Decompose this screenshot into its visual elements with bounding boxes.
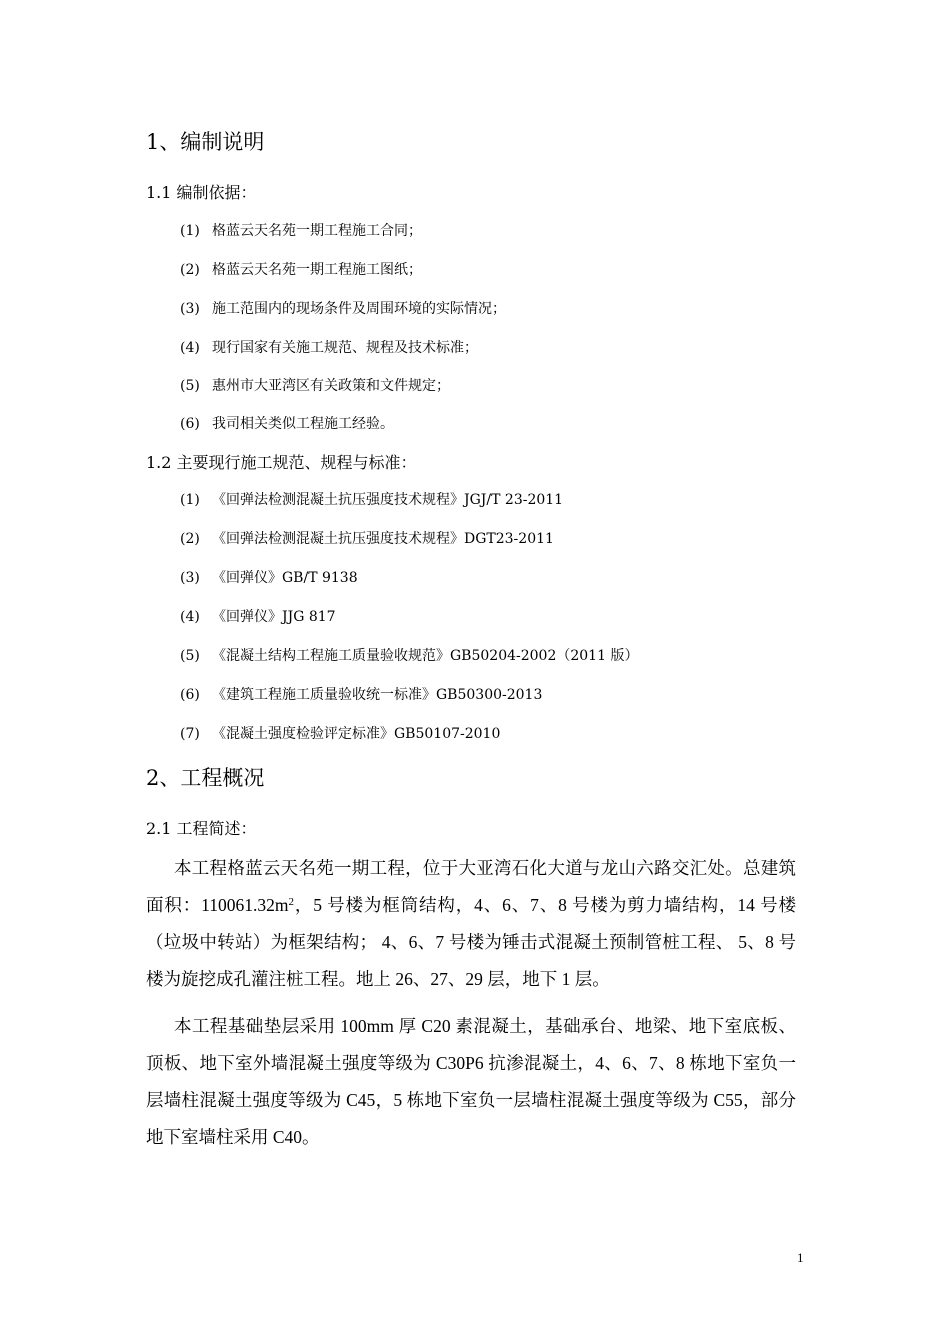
item-number: (6)	[180, 687, 200, 703]
item-number: (1)	[180, 492, 200, 508]
item-text: 《回弹法检测混凝土抗压强度技术规程》JGJ/T 23-2011	[212, 492, 564, 508]
item-number: (5)	[180, 648, 200, 664]
section-1-heading: 1、编制说明	[146, 130, 265, 154]
item-text: 《回弹法检测混凝土抗压强度技术规程》DGT23-2011	[212, 531, 554, 547]
section-1-2-heading: 1.2 主要现行施工规范、规程与标准：	[146, 453, 417, 472]
standard-item	[180, 645, 638, 665]
page-number: 1	[797, 1250, 804, 1265]
item-text: 格蓝云天名苑一期工程施工图纸；	[212, 262, 422, 278]
basis-item	[180, 298, 506, 318]
basis-item	[180, 220, 422, 240]
item-number: (6)	[180, 416, 200, 432]
item-text: 惠州市大亚湾区有关政策和文件规定；	[212, 378, 450, 394]
item-number: (7)	[180, 726, 200, 742]
item-text: 《回弹仪》JJG 817	[212, 609, 336, 625]
paragraph-text: ，5 号楼为框筒结构，4、6、7、8 号楼为剪力墙结构，14 号楼（垃圾中转站）为框架结构； 4、6、7 号楼为锤击式混凝土预制管桩工程、 5、8 号楼为旋挖成孔灌注桩工程。地上 26、27、29 层，地下 1 层。	[146, 895, 797, 989]
overview-paragraph-1	[146, 850, 796, 998]
item-number: (3)	[180, 570, 200, 586]
item-text: 现行国家有关施工规范、规程及技术标准；	[212, 340, 478, 356]
item-text: 《混凝土结构工程施工质量验收规范》GB50204-2002（2011 版）	[212, 648, 639, 664]
section-2-1-heading: 2.1 工程简述：	[146, 819, 257, 838]
paragraph-text: 本工程格蓝云天名苑一期工程，位于大亚湾石化大道与龙山六路交汇处。总建筑面积：110061.32m	[146, 858, 796, 915]
superscript: 2	[288, 896, 294, 908]
item-text: 《建筑工程施工质量验收统一标准》GB50300-2013	[212, 687, 543, 703]
basis-item	[180, 259, 422, 279]
basis-item	[180, 375, 450, 395]
item-number: (2)	[180, 531, 200, 547]
basis-item	[180, 413, 394, 433]
item-number: (2)	[180, 262, 200, 278]
item-text: 施工范围内的现场条件及周围环境的实际情况；	[212, 301, 506, 317]
standard-item	[180, 684, 542, 704]
item-text: 格蓝云天名苑一期工程施工合同；	[212, 223, 422, 239]
standard-item	[180, 567, 358, 587]
section-2-heading: 2、工程概况	[146, 766, 265, 790]
item-text: 《回弹仪》GB/T 9138	[212, 570, 358, 586]
item-number: (1)	[180, 223, 200, 239]
section-1-1-heading: 1.1 编制依据：	[146, 183, 257, 202]
item-number: (4)	[180, 609, 200, 625]
item-text: 我司相关类似工程施工经验。	[212, 416, 394, 432]
standard-item	[180, 606, 336, 626]
item-number: (3)	[180, 301, 200, 317]
overview-paragraph-2: 本工程基础垫层采用 100mm 厚 C20 素混凝土，基础承台、地梁、地下室底板、顶板、地下室外墙混凝土强度等级为 C30P6 抗渗混凝土，4、6、7、8 栋地下室负一层墙柱混凝土强度等级为 C45，5 栋地下室负一层墙柱混凝土强度等级为 C55，部分地下室墙柱采用 C40。	[146, 1016, 796, 1147]
standard-item	[180, 528, 554, 548]
item-text: 《混凝土强度检验评定标准》GB50107-2010	[212, 726, 501, 742]
standard-item	[180, 723, 500, 743]
basis-item	[180, 337, 478, 357]
item-number: (5)	[180, 378, 200, 394]
item-number: (4)	[180, 340, 200, 356]
standard-item	[180, 489, 563, 509]
